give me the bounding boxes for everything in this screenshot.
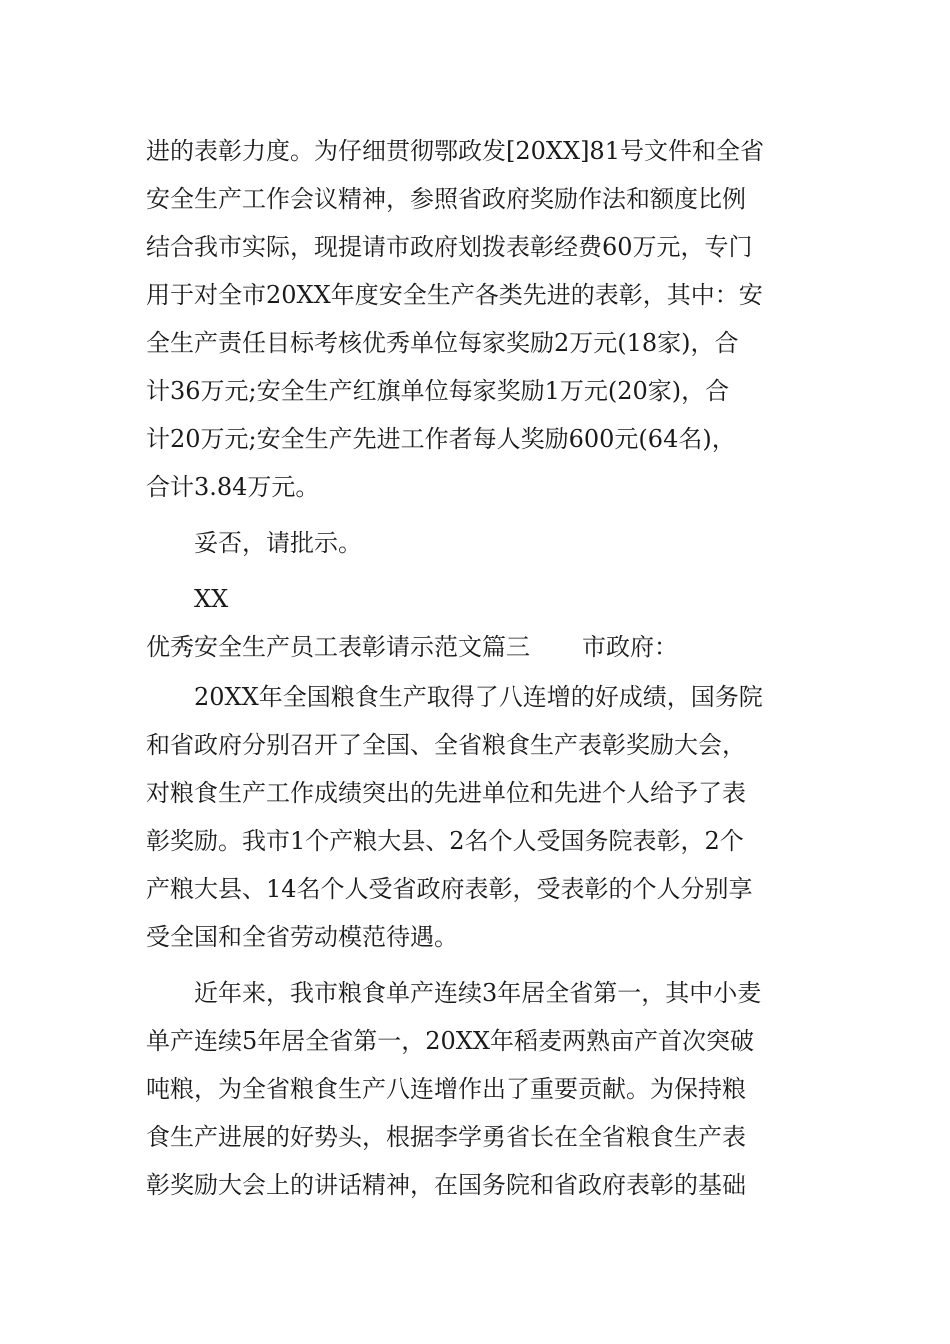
paragraph-1-line-5: 全生产责任目标考核优秀单位每家奖励2万元(18家)，合 (146, 329, 739, 357)
paragraph-3-line-3: 吨粮，为全省粮食生产八连增作出了重要贡献。为保持粮 (146, 1075, 746, 1103)
paragraph-1-line-8: 合计3.84万元。 (146, 473, 320, 501)
addressee: 市政府： (582, 633, 678, 661)
paragraph-1-line-1: 进的表彰力度。为仔细贯彻鄂政发[20XX]81号文件和全省 (146, 137, 764, 165)
section-heading (146, 631, 806, 663)
paragraph-2-line-3: 对粮食生产工作成绩突出的先进单位和先进个人给予了表 (146, 779, 746, 807)
paragraph-3-line-5: 彰奖励大会上的讲话精神，在国务院和省政府表彰的基础 (146, 1171, 746, 1199)
paragraph-3-line-1: 近年来，我市粮食单产连续3年居全省第一，其中小麦 (194, 979, 762, 1007)
paragraph-1-line-2: 安全生产工作会议精神，参照省政府奖励作法和额度比例 (146, 185, 746, 213)
paragraph-2-line-6: 受全国和全省劳动模范待遇。 (146, 923, 458, 951)
paragraph-1-line-3: 结合我市实际，现提请市政府划拨表彰经费60万元，专门 (146, 233, 753, 261)
paragraph-1-line-6: 计36万元;安全生产红旗单位每家奖励1万元(20家)，合 (146, 377, 730, 405)
paragraph-2-line-2: 和省政府分别召开了全国、全省粮食生产表彰奖励大会， (146, 731, 746, 759)
paragraph-1-line-4: 用于对全市20XX年度安全生产各类先进的表彰，其中：安 (146, 281, 763, 309)
section-title: 优秀安全生产员工表彰请示范文篇三 (146, 633, 530, 661)
closing-text: 妥否，请批示。 (194, 529, 362, 557)
paragraph-3-line-4: 食生产进展的好势头，根据李学勇省长在全省粮食生产表 (146, 1123, 746, 1151)
paragraph-1-line-7: 计20万元;安全生产先进工作者每人奖励600元(64名)， (146, 425, 736, 453)
paragraph-2-line-5: 产粮大县、14名个人受省政府表彰，受表彰的个人分别享 (146, 875, 753, 903)
paragraph-2-line-4: 彰奖励。我市1个产粮大县、2名个人受国务院表彰，2个 (146, 827, 744, 855)
paragraph-2-line-1: 20XX年全国粮食生产取得了八连增的好成绩，国务院 (194, 683, 763, 711)
signature: XX (194, 585, 229, 613)
paragraph-3-line-2: 单产连续5年居全省第一，20XX年稻麦两熟亩产首次突破 (146, 1027, 754, 1055)
